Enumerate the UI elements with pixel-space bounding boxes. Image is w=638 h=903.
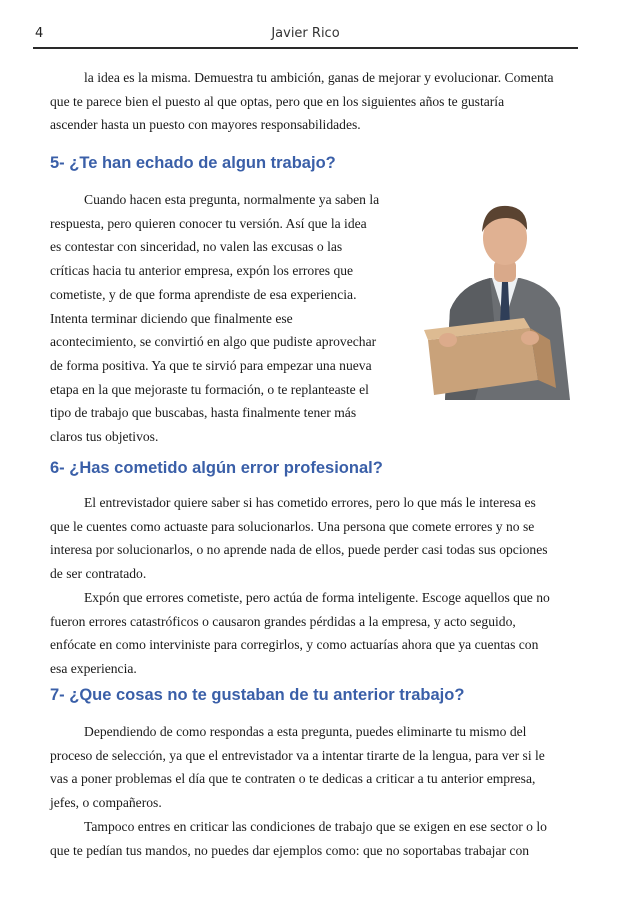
text-line: fueron errores catastróficos o causaron grandes pérdidas a la empresa, y acto seguido, xyxy=(50,613,516,629)
text-line: etapa en la que mejoraste tu formación, o te replanteaste el xyxy=(50,381,369,397)
text-line: enfócate en como interviniste para corregirlos, y como actuarías ahora que ya cuentas con xyxy=(50,637,539,653)
text-line: de ser contratado. xyxy=(50,566,147,582)
text-line: vas a poner problemas el día que te contraten o te dedicas a criticar a tu anterior empresa, xyxy=(50,771,536,787)
section-6-paragraph xyxy=(50,491,550,681)
text-line: de forma positiva. Ya que te sirvió para empezar una nueva xyxy=(50,357,372,373)
header-rule xyxy=(33,47,578,49)
section-heading-7: 7- ¿Que cosas no te gustaban de tu anterior trabajo? xyxy=(50,686,465,704)
text-line: proceso de selección, ya que el entrevistador va a intentar tirarte de la lengua, para ver si le xyxy=(50,747,545,763)
text-line: es contestar con sinceridad, no valen las excusas o las xyxy=(50,239,343,255)
text-line: acontecimiento, se convirtió en algo que pudiste aprovechar xyxy=(50,334,377,350)
text-line: Dependiendo de como respondas a esta pregunta, puedes eliminarte tu mismo del xyxy=(84,724,527,739)
text-line: claros tus objetivos. xyxy=(50,429,159,445)
text-line: Expón que errores cometiste, pero actúa de forma inteligente. Escoge aquellos que no xyxy=(84,589,550,605)
text-line: esa experiencia. xyxy=(50,660,137,676)
section-heading-6: 6- ¿Has cometido algún error profesional? xyxy=(50,459,383,477)
text-line: que te pedían tus mandos, no puedes dar ejemplos como: que no soportabas trabajar con xyxy=(50,842,530,858)
man-holding-box-photo xyxy=(420,190,595,400)
text-line: la idea es la misma. Demuestra tu ambición, ganas de mejorar y evolucionar. Comenta xyxy=(84,70,554,85)
text-line: ascender hasta un puesto con mayores responsabilidades. xyxy=(50,117,361,133)
intro-paragraph xyxy=(50,66,554,137)
text-line: Intenta terminar diciendo que finalmente ese xyxy=(50,310,293,326)
author-name: Javier Rico xyxy=(271,26,340,41)
section-heading-5: 5- ¿Te han echado de algun trabajo? xyxy=(50,154,336,172)
text-line: tipo de trabajo que buscabas, hasta finalmente tener más xyxy=(50,405,357,421)
section-7-paragraph xyxy=(50,720,547,862)
text-line: jefes, o compañeros. xyxy=(50,795,162,811)
page-number: 4 xyxy=(35,26,44,41)
text-line: El entrevistador quiere saber si has cometido errores, pero lo que más le interesa es xyxy=(84,495,536,510)
text-line: que le cuentes como actuaste para solucionarlos. Una persona que comete errores y no se xyxy=(50,518,535,534)
text-line: Cuando hacen esta pregunta, normalmente ya saben la xyxy=(84,192,380,207)
text-line: respuesta, pero quieren conocer tu versión. Así que la idea xyxy=(50,215,367,231)
text-line: críticas hacia tu anterior empresa, expón los errores que xyxy=(50,263,354,279)
text-line: Tampoco entres en criticar las condiciones de trabajo que se exigen en ese sector o lo xyxy=(84,818,547,834)
page-header xyxy=(33,24,578,48)
text-line: interesa por solucionarlos, o no aprende nada de ellos, puede perder casi todas sus opciones xyxy=(50,542,548,558)
text-line: cometiste, y de que forma aprendiste de esa experiencia. xyxy=(50,286,357,302)
section-5-paragraph xyxy=(50,188,379,449)
text-line: que te parece bien el puesto al que optas, pero que en los siguientes años te gustaría xyxy=(50,93,505,109)
